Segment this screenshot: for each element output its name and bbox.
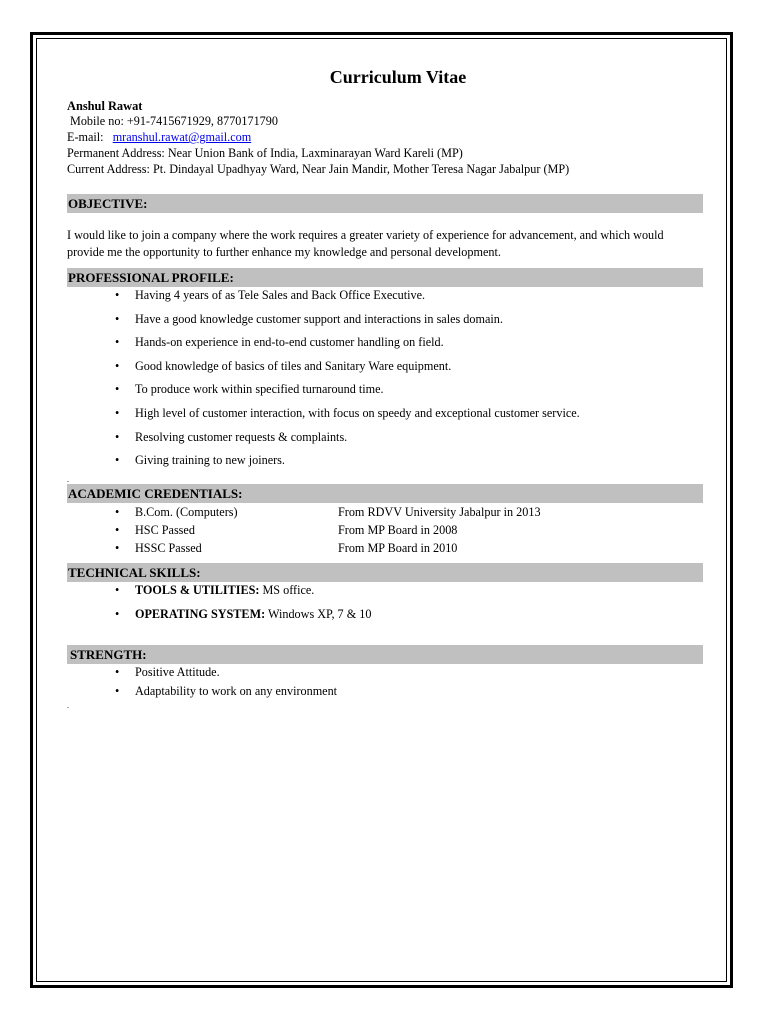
strength-heading: STRENGTH: bbox=[67, 645, 703, 664]
bullet-icon: • bbox=[115, 522, 120, 537]
bullet-icon: • bbox=[115, 405, 120, 420]
list-item: • Giving training to new joiners. bbox=[115, 453, 285, 468]
bullet-icon: • bbox=[115, 311, 120, 326]
current-address: Current Address: Pt. Dindayal Upadhyay Ward, Near Jain Mandir, Mother Teresa Nagar Jabalpur (MP) bbox=[67, 162, 570, 176]
academic-credentials-heading: ACADEMIC CREDENTIALS: bbox=[67, 484, 703, 503]
skill-value: MS office. bbox=[259, 582, 315, 597]
document-body bbox=[67, 60, 703, 710]
candidate-name: Anshul Rawat bbox=[67, 99, 143, 113]
email-line bbox=[67, 129, 703, 145]
technical-skills-heading: TECHNICAL SKILLS: bbox=[67, 563, 703, 582]
skill-value: Windows XP, 7 & 10 bbox=[265, 606, 372, 621]
list-item bbox=[67, 539, 703, 557]
list-item: • Hands-on experience in end-to-end customer handling on field. bbox=[115, 335, 444, 350]
bullet-icon: • bbox=[115, 453, 120, 468]
list-item: • Adaptability to work on any environment bbox=[115, 683, 338, 698]
list-item: • To produce work within specified turnaround time. bbox=[115, 382, 384, 397]
list-item bbox=[67, 582, 703, 606]
list-item: • Positive Attitude. bbox=[115, 664, 220, 679]
degree-name: HSSC Passed bbox=[135, 540, 202, 555]
list-item: • Have a good knowledge customer support and interactions in sales domain. bbox=[115, 311, 503, 326]
list-item bbox=[67, 521, 703, 539]
academic-credentials-list bbox=[67, 503, 703, 557]
list-item: • High level of customer interaction, with focus on speedy and exceptional customer service. bbox=[115, 405, 580, 420]
objective-heading: OBJECTIVE: bbox=[67, 194, 703, 213]
bullet-icon: • bbox=[115, 358, 120, 373]
bullet-icon: • bbox=[115, 683, 120, 698]
list-item bbox=[67, 606, 703, 630]
document-title: Curriculum Vitae bbox=[329, 67, 467, 87]
bullet-icon: • bbox=[115, 288, 120, 302]
degree-source: From RDVV University Jabalpur in 2013 bbox=[338, 504, 541, 519]
stray-dot: . bbox=[67, 700, 69, 710]
list-item: • Good knowledge of basics of tiles and Sanitary Ware equipment. bbox=[115, 358, 452, 373]
bullet-icon: • bbox=[115, 335, 120, 350]
skill-label: TOOLS & UTILITIES: bbox=[135, 582, 260, 597]
email-link[interactable]: mranshul.rawat@gmail.com bbox=[112, 130, 252, 144]
bullet-icon: • bbox=[115, 582, 120, 597]
degree-source: From MP Board in 2010 bbox=[338, 540, 458, 555]
skill-label: OPERATING SYSTEM: bbox=[135, 606, 266, 621]
list-item bbox=[67, 503, 703, 521]
permanent-address: Permanent Address: Near Union Bank of India, Laxminarayan Ward Kareli (MP) bbox=[67, 146, 463, 160]
list-item: • Resolving customer requests & complaints. bbox=[115, 429, 348, 444]
professional-profile-heading: PROFESSIONAL PROFILE: bbox=[67, 268, 703, 287]
bullet-icon: • bbox=[115, 664, 120, 679]
objective-text: I would like to join a company where the work requires a greater variety of experience for advancement, and which would provide me the opportunity to further enhance my knowledge and personal development. bbox=[67, 228, 664, 259]
degree-name: HSC Passed bbox=[135, 522, 195, 537]
bullet-icon: • bbox=[115, 606, 120, 621]
bullet-icon: • bbox=[115, 504, 120, 519]
bullet-icon: • bbox=[115, 429, 120, 444]
email-label: E-mail: bbox=[67, 130, 104, 144]
contact-block bbox=[67, 99, 703, 177]
list-item: • Having 4 years of as Tele Sales and Back Office Executive. bbox=[115, 288, 426, 302]
bullet-icon: • bbox=[115, 540, 120, 555]
stray-dot: . bbox=[67, 474, 69, 484]
bullet-icon: • bbox=[115, 382, 120, 397]
degree-source: From MP Board in 2008 bbox=[338, 522, 458, 537]
strength-list bbox=[67, 664, 703, 702]
professional-profile-list bbox=[67, 287, 703, 476]
technical-skills-list bbox=[67, 582, 703, 630]
mobile-number: Mobile no: +91-7415671929, 8770171790 bbox=[70, 114, 278, 128]
degree-name: B.Com. (Computers) bbox=[135, 504, 238, 519]
